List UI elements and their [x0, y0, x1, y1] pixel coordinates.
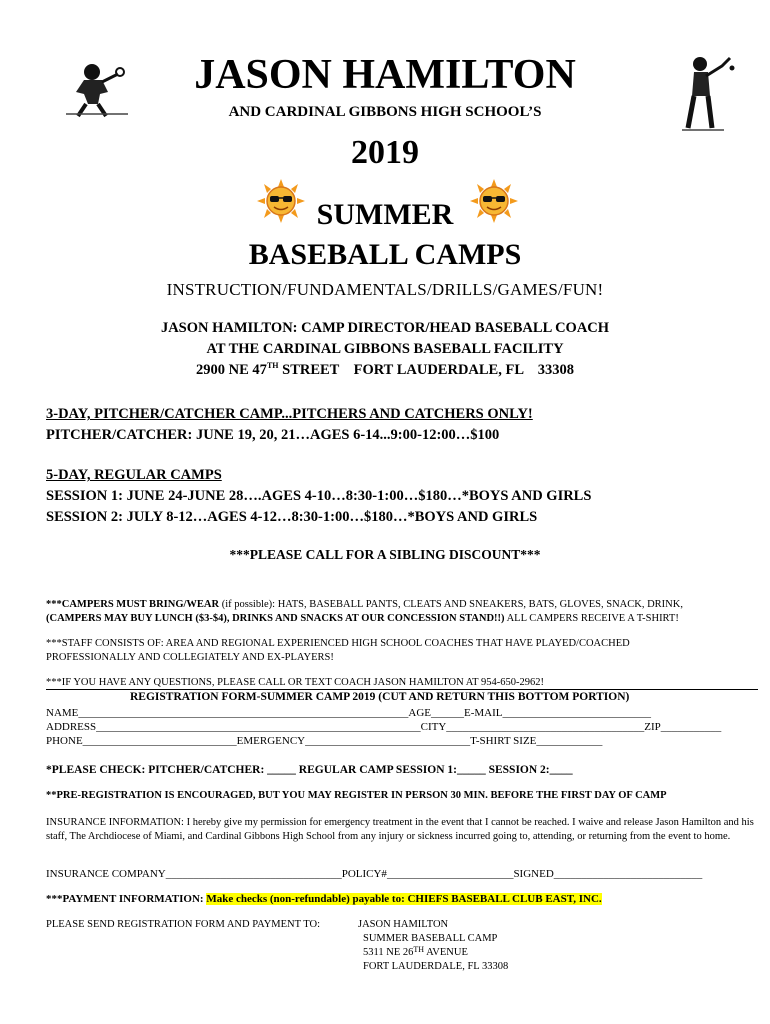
- director-line: JASON HAMILTON: CAMP DIRECTOR/HEAD BASEBALL COACH: [160, 320, 610, 336]
- facility-address: [0, 362, 770, 379]
- payment-info: [46, 893, 602, 905]
- address-row: [46, 720, 721, 734]
- email-label: E-MAIL: [464, 707, 503, 719]
- check-line[interactable]: *PLEASE CHECK: PITCHER/CATCHER: _____ REGULAR CAMP SESSION 1:_____ SESSION 2:____: [46, 764, 573, 776]
- staff-note: ***STAFF CONSISTS OF: AREA AND REGIONAL EXPERIENCED HIGH SCHOOL COACHES THAT HAVE PLAYED/COACHED PROFESSIONALLY AND COLLEGIATELY AND EX-PLAYERS!: [46, 638, 630, 663]
- mail-street-b: AVENUE: [424, 947, 468, 958]
- company-label: INSURANCE COMPANY: [46, 868, 166, 880]
- year: 2019: [351, 134, 419, 171]
- insurance-row: [46, 867, 702, 881]
- tagline: INSTRUCTION/FUNDAMENTALS/DRILLS/GAMES/FUN!: [166, 280, 604, 299]
- session-2: SESSION 2: JULY 8-12…AGES 4-12…8:30-1:00…$180…*BOYS AND GIRLS: [46, 509, 538, 525]
- mail-street-sup: TH: [413, 945, 425, 954]
- policy-field[interactable]: _______________________: [386, 868, 514, 880]
- mail-camp: SUMMER BASEBALL CAMP: [363, 933, 498, 944]
- session-1: SESSION 1: JUNE 24-JUNE 28….AGES 4-10…8:30-1:00…$180…*BOYS AND GIRLS: [46, 488, 592, 504]
- phone-row: [46, 734, 602, 748]
- age-label: AGE: [408, 707, 431, 719]
- payment-label: ***PAYMENT INFORMATION:: [46, 893, 204, 905]
- wear-note: [46, 598, 746, 626]
- phone-field[interactable]: ____________________________: [82, 735, 237, 747]
- company-field[interactable]: ________________________________: [165, 868, 342, 880]
- emergency-field[interactable]: ______________________________: [305, 735, 471, 747]
- form-heading: REGISTRATION FORM-SUMMER CAMP 2019 (CUT AND RETURN THIS BOTTOM PORTION): [130, 691, 630, 703]
- address-part: 2900 NE 47: [196, 362, 267, 378]
- email-field[interactable]: ___________________________: [502, 707, 651, 719]
- cut-line: [46, 689, 758, 690]
- city-field[interactable]: ____________________________________: [446, 721, 645, 733]
- mail-name: JASON HAMILTON: [358, 919, 449, 930]
- wear-rest: (if possible): HATS, BASEBALL PANTS, CLEATS AND SNEAKERS, BATS, GLOVES, SNACK, DRINK,: [219, 599, 683, 610]
- sun-sunglasses-icon-right: [470, 179, 518, 223]
- address-rest: STREET FORT LAUDERDALE, FL 33308: [278, 362, 574, 378]
- send-label: PLEASE SEND REGISTRATION FORM AND PAYMENT TO:: [46, 919, 321, 930]
- address-field[interactable]: ___________________________________________________________: [96, 721, 421, 733]
- name-field[interactable]: ____________________________________________________________: [78, 707, 409, 719]
- tshirt-field[interactable]: ____________: [536, 735, 603, 747]
- age-field[interactable]: ______: [431, 707, 464, 719]
- mailing-address: [358, 918, 508, 974]
- preregistration-note: **PRE-REGISTRATION IS ENCOURAGED, BUT YOU MAY REGISTER IN PERSON 30 MIN. BEFORE THE FIRST DAY OF CAMP: [46, 790, 667, 801]
- payment-highlight: Make checks (non-refundable) payable to: CHIEFS BASEBALL CLUB EAST, INC.: [206, 893, 602, 905]
- insurance-info: INSURANCE INFORMATION: I hereby give my permission for emergency treatment in the event that I cannot be reached. I waive and release Jason Hamilton and his staff, The Archdiocese of Miami, and Cardinal Gibbons High School from any injury or sickness incurred going to, attending, or returning from the event to home.: [46, 817, 754, 842]
- address-label: ADDRESS: [46, 721, 97, 733]
- mail-street: [358, 946, 508, 960]
- subtitle: AND CARDINAL GIBBONS HIGH SCHOOL’S: [228, 104, 542, 120]
- phone-label: PHONE: [46, 735, 83, 747]
- city-label: CITY: [420, 721, 447, 733]
- emergency-label: EMERGENCY: [236, 735, 306, 747]
- signed-field[interactable]: ___________________________: [553, 868, 703, 880]
- wear-bold: ***CAMPERS MUST BRING/WEAR: [46, 599, 220, 610]
- pitcher-camp-detail: PITCHER/CATCHER: JUNE 19, 20, 21…AGES 6-14...9:00-12:00…$100: [46, 427, 500, 443]
- regular-camps-heading: 5-DAY, REGULAR CAMPS: [46, 467, 222, 483]
- pitcher-camp-heading: 3-DAY, PITCHER/CATCHER CAMP...PITCHERS AND CATCHERS ONLY!: [46, 406, 533, 422]
- mail-city: FORT LAUDERDALE, FL 33308: [363, 961, 509, 972]
- summer-heading: SUMMER: [316, 198, 454, 231]
- sibling-discount: ***PLEASE CALL FOR A SIBLING DISCOUNT***: [229, 547, 541, 562]
- zip-label: ZIP: [644, 721, 661, 733]
- zip-field[interactable]: ___________: [660, 721, 722, 733]
- facility-line: AT THE CARDINAL GIBBONS BASEBALL FACILITY: [206, 341, 564, 357]
- tshirt-label: T-SHIRT SIZE: [470, 735, 537, 747]
- contact-note: ***IF YOU HAVE ANY QUESTIONS, PLEASE CALL OR TEXT COACH JASON HAMILTON AT 954-650-2962!: [46, 677, 544, 688]
- name-label: NAME: [46, 707, 79, 719]
- name-row: [46, 706, 651, 720]
- signed-label: SIGNED: [513, 868, 554, 880]
- lunch-rest: ALL CAMPERS RECEIVE A T-SHIRT!: [504, 613, 679, 624]
- page-title: JASON HAMILTON: [194, 52, 576, 98]
- lunch-bold: (CAMPERS MAY BUY LUNCH ($3-$4), DRINKS AND SNACKS AT OUR CONCESSION STAND!!): [46, 613, 505, 624]
- camps-heading: BASEBALL CAMPS: [248, 238, 522, 271]
- address-sup: TH: [266, 361, 279, 370]
- policy-label: POLICY#: [341, 868, 387, 880]
- mail-street-a: 5311 NE 26: [363, 947, 414, 958]
